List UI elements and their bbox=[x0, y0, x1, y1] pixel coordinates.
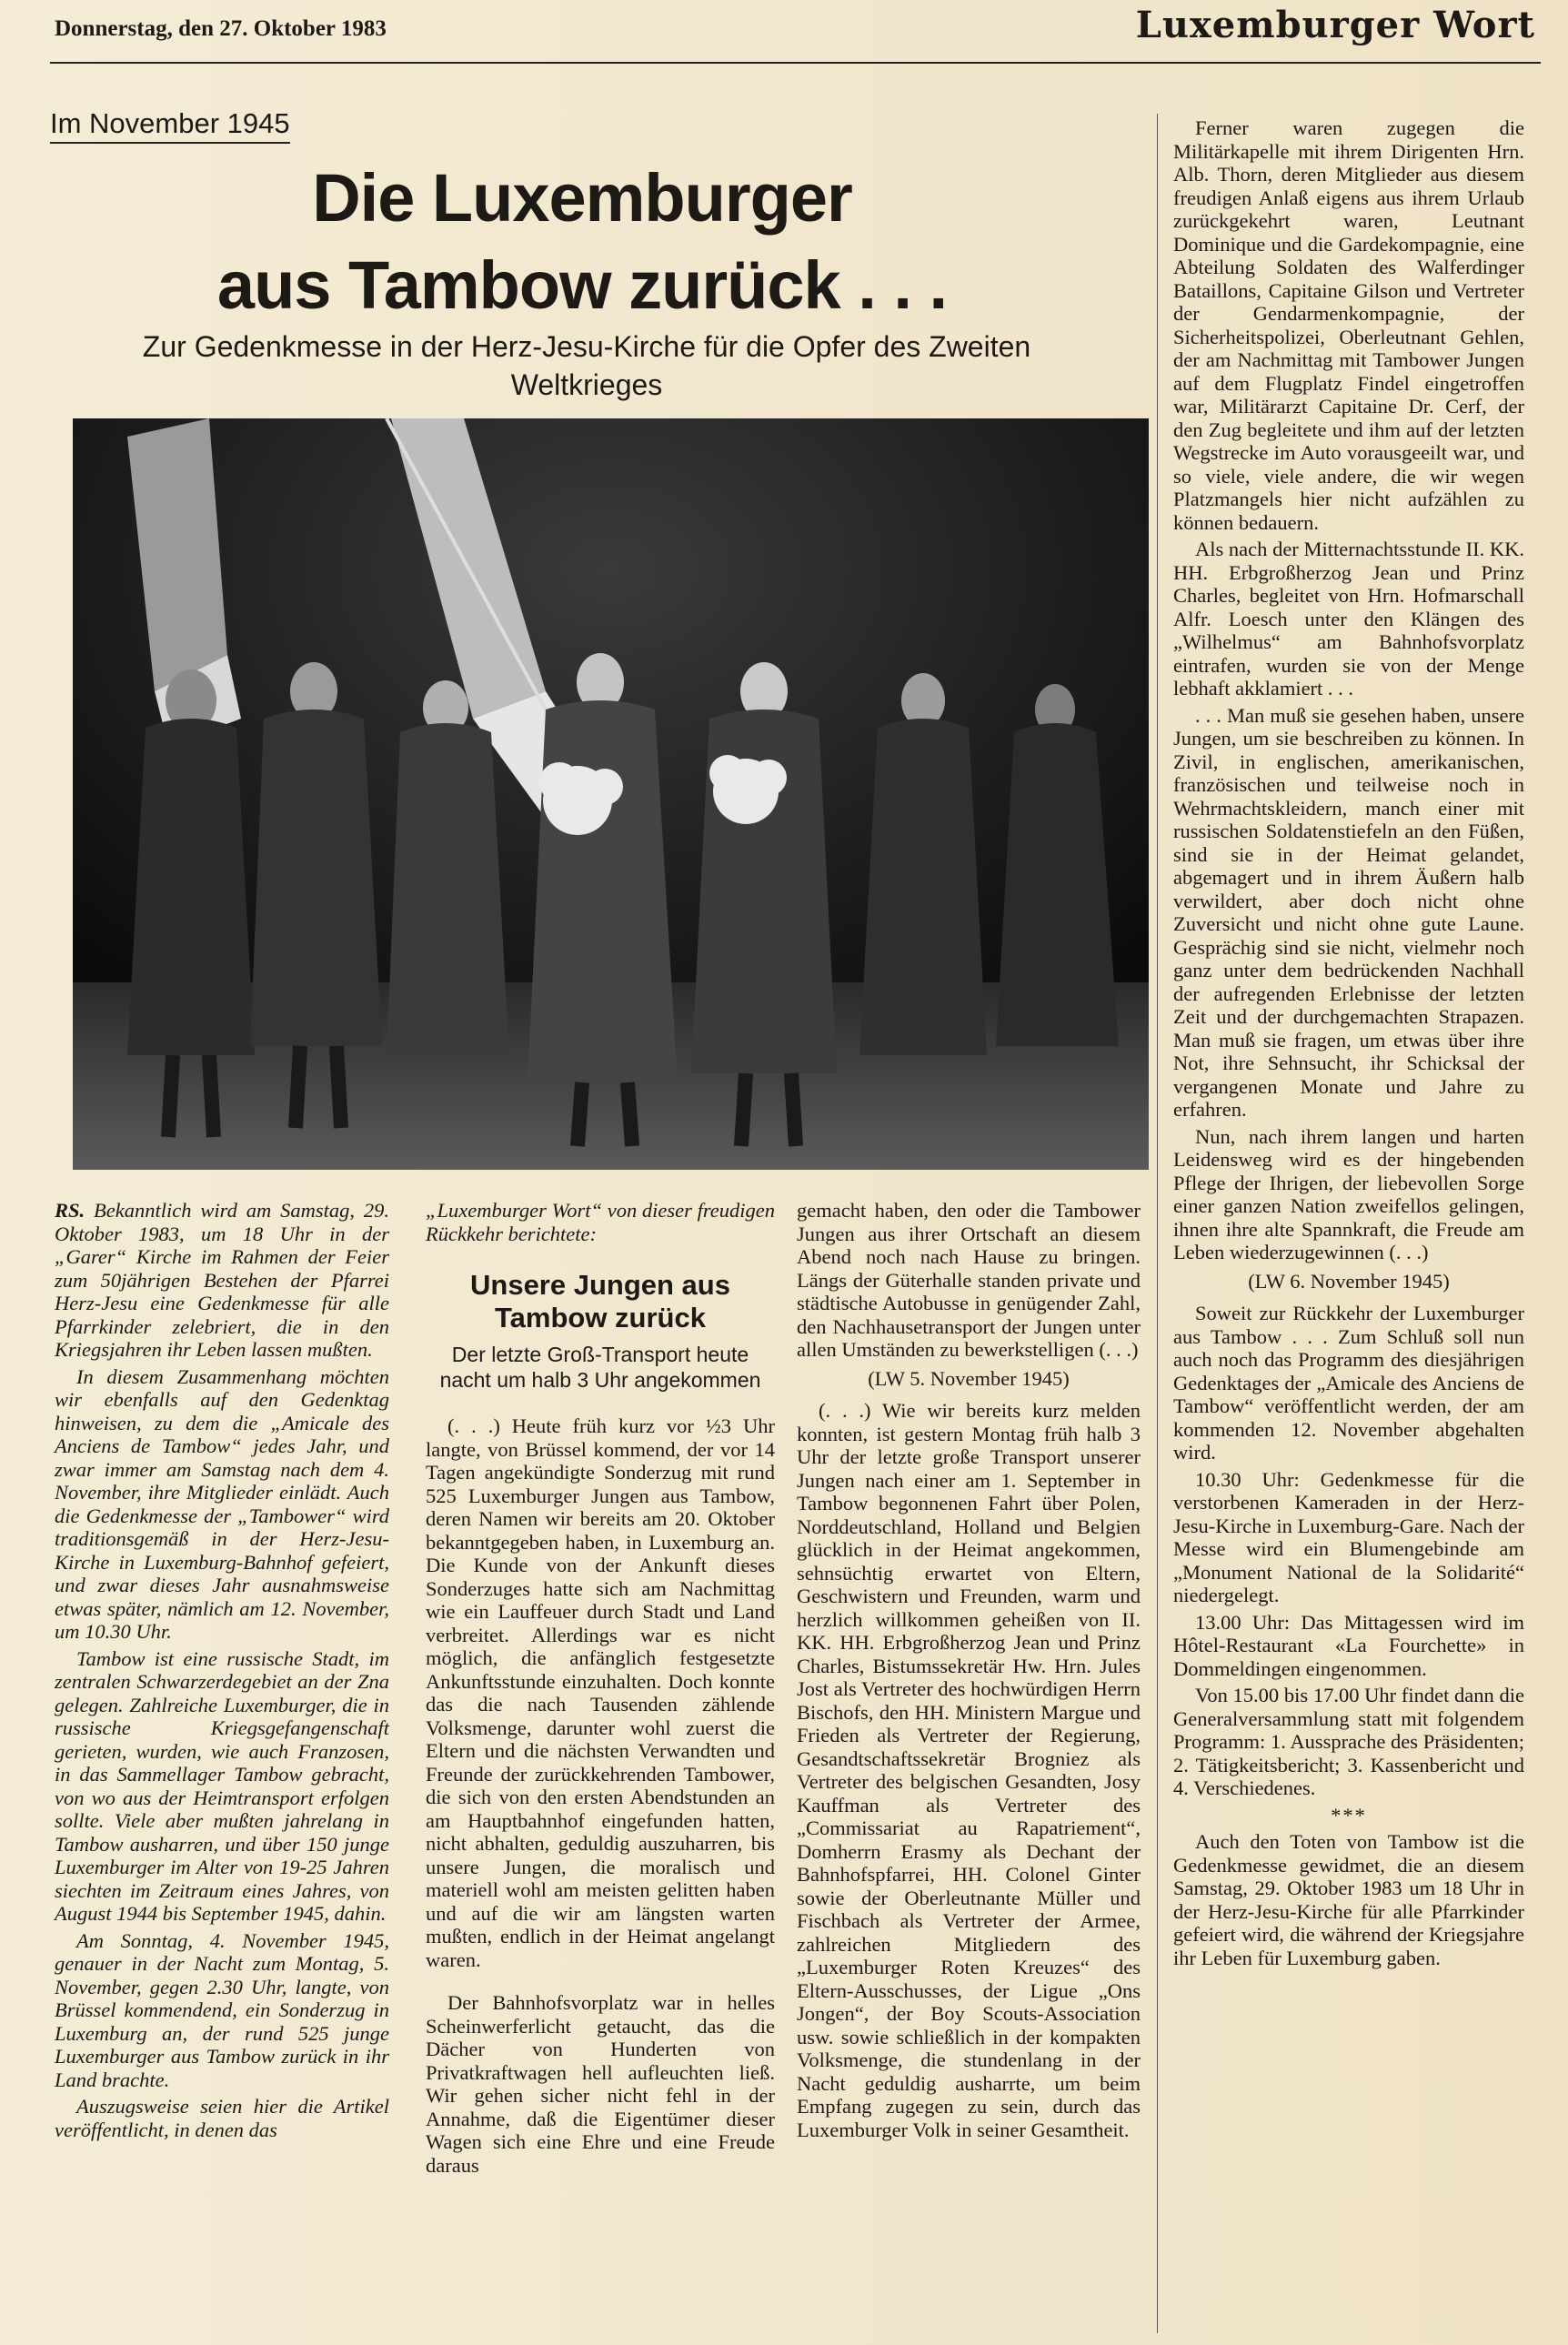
headline-line-1: Die Luxemburger bbox=[312, 160, 852, 236]
article-headline bbox=[64, 155, 1101, 329]
header-rule bbox=[50, 62, 1541, 64]
c1-paragraph-5: Auszugsweise seien hier die Artikel veröffentlicht, in denen das bbox=[55, 2095, 389, 2141]
c4-paragraph-7: 13.00 Uhr: Das Mittagessen wird im Hôtel-Restaurant «La Fourchette» in Dommeldingen eingenommen. bbox=[1173, 1610, 1524, 1680]
c4-paragraph-1: Ferner waren zugegen die Militärkapelle mit ihrem Dirigenten Hrn. Alb. Thorn, deren Mitglieder aus diesem freudigen Anlaß eigens aus ihrem Urlaub zurückgekehrt waren, Leutnant Dominique und die Gardekompagnie, eine Abteilung Soldaten des Walferdinger Bataillons, Capitaine Gilson und Vertreter der Gendarmenkompagnie, der Sicherheitspolizei, Oberleutnant Gehlen, der am Nachmittag mit Tambower Jungen auf dem Flugplatz Findel eingetroffen war, Militärarzt Capitaine Dr. Cerf, der den Zug begleitete und ihm auf der letzten Wegstrecke im Auto vorausgeeilt war, und so viele, viele andere, die wir wegen Platzmangels hier nicht aufzählen zu können bedauern. bbox=[1173, 116, 1524, 534]
headline-line-2: aus Tambow zurück . . . bbox=[216, 247, 948, 323]
author-initials: RS. bbox=[55, 1199, 85, 1222]
c3-paragraph-2: (. . .) Wie wir bereits kurz melden konnten, ist gestern Montag früh halb 3 Uhr der letzte große Transport unserer Jungen nach einer am 1. September in Tambow begonnenen Fahrt über Polen, Norddeutschland, Holland und Belgien glücklich in der Heimat angekommen, sehnsüchtig erwartet von Eltern, Geschwistern und Freunden, warm und herzlich willkommen geheißen von II. KK. HH. Erbgroßherzog Jean und Prinz Charles, Bistumssekretär Hw. Hrn. Jules Jost als Vertreter des hochwürdigen Herrn Bischofs, den HH. Ministern Margue und Frieden als Vertreter der Regierung, Gesandtschaftssekretär Brogniez als Vertreter des belgischen Gesandten, Josy Kauffman als Vertreter des „Commissariat au Rapatriement“, Domherrn Erasmy als Dechant der Bahnhofspfarrei, HH. Colonel Ginter sowie der Oberleutnante Müller und Fischbach als Vertreter der Armee, zahlreichen Mitgliedern des „Luxemburger Roten Kreuzes“ des Eltern-Ausschusses, der Ligue „Ons Jongen“, der Boy Scouts-Association usw. sowie schließlich in der kompakten Volksmenge, die stundenlang in der Nacht geduldig ausharrte, um beim Empfang zugegen zu sein, durch das Luxemburger Volk in seiner Gesamtheit. bbox=[797, 1399, 1141, 2141]
column-divider bbox=[1157, 114, 1158, 2333]
c2-paragraph-1: „Luxemburger Wort“ von dieser freudigen Rückkehr berichtete: bbox=[426, 1199, 775, 1245]
c1-paragraph-2: In diesem Zusammenhang möchten wir ebenfalls auf den Gedenktag hinweisen, zu dem die „Amicale des Anciens de Tambow“ jedes Jahr, und zwar immer am Samstag nach dem 4. November, ihre Mitglieder einlädt. Auch die Gedenkmesse der „Tambower“ wird traditionsgemäß in der Herz-Jesu-Kirche in Luxemburg-Bahnhof gefeiert, und zwar dieses Jahr ausnahmsweise etwas später, nämlich am 12. November, um 10.30 Uhr. bbox=[55, 1364, 389, 1643]
column-4 bbox=[1173, 116, 1524, 1973]
sub-deck: Der letzte Groß-Transport heute nacht um halb 3 Uhr angekommen bbox=[439, 1343, 761, 1392]
column-1 bbox=[55, 1199, 389, 2145]
photo-returning-soldiers bbox=[73, 418, 1149, 1170]
c3-paragraph-1: gemacht haben, den oder die Tambower Jungen aus ihrer Ortschaft an diesem Abend noch nach Hause zu bringen. Längs der Güterhalle standen private und städtische Autobusse in genügender Zahl, den Nachhausetransport der Jungen unter allen Umständen zu bewerkstelligen (. . .) bbox=[797, 1199, 1141, 1361]
sub-headline: Unsere Jungen aus Tambow zurück bbox=[470, 1269, 730, 1334]
c4-paragraph-9: Auch den Toten von Tambow ist die Gedenkmesse gewidmet, die an diesem Samstag, 29. Oktober 1983 um 18 Uhr in der Herz-Jesu-Kirche für alle Pfarrkinder gefeiert wird, die während der Kriegsjahre ihr Leben für Luxemburg gaben. bbox=[1173, 1830, 1524, 1969]
masthead: Luxemburger Wort bbox=[1135, 4, 1535, 46]
article-kicker: Im November 1945 bbox=[50, 107, 290, 144]
c4-paragraph-2: Als nach der Mitternachtsstunde II. KK. HH. Erbgroßherzog Jean und Prinz Charles, begleitet von Hrn. Hofmarschall Alfr. Loesch unter den Klängen des „Wilhelmus“ am Bahnhofsvorplatz eintrafen, wurden sie von der Menge lebhaft akklamiert . . . bbox=[1173, 538, 1524, 699]
source-citation-1: (LW 5. November 1945) bbox=[868, 1366, 1070, 1390]
c1-paragraph-1-text: Bekanntlich wird am Samstag, 29. Oktober 1983, um 18 Uhr in der „Garer“ Kirche im Rahmen der Feier zum 50jährigen Bestehen der Pfarrei Herz-Jesu eine Gedenkmesse für alle Pfarrkinder zelebriert, die in den Kriegsjahren ihr Leben lassen mußten. bbox=[55, 1199, 389, 1361]
column-3 bbox=[797, 1199, 1141, 2145]
c2-paragraph-2: (. . .) Heute früh kurz vor ½3 Uhr langte, von Brüssel kommend, der vor 14 Tagen angekündigte Sonderzug mit rund 525 Luxemburger Jungen aus Tambow, deren Namen wir bereits am 20. Oktober bekanntgegeben haben, in Luxemburg an. Die Kunde von der Ankunft dieses Sonderzuges hatte sich am Nachmittag wie ein Lauffeuer durch Stadt und Land verbreitet. Allerdings war es nicht möglich, die anfänglich festgesetzte Ankunftsstunde einzuhalten. Doch konnte das die nach Tausenden zählende Volksmenge, darunter wohl zuerst die Eltern und die nächsten Verwandten und Freunde der zurückkehrenden Tambower, die sich von den ersten Abendstunden an am Hauptbahnhof eingefunden hatten, nicht abhalten, geduldig auszuharren, bis unsere Jungen, die moralisch und materiell wohl am meisten gelitten haben und auf die wir am längsten warten mußten, endlich in der Heimat angelangt waren. bbox=[426, 1414, 775, 1971]
c4-paragraph-8: Von 15.00 bis 17.00 Uhr findet dann die Generalversammlung statt mit folgendem Programm: 1. Aussprache des Präsidenten; 2. Tätigkeitsbericht; 3. Kassenbericht und 4. Verschiedenes. bbox=[1173, 1684, 1524, 1799]
c1-paragraph-1 bbox=[55, 1199, 389, 1362]
article-subhead: Zur Gedenkmesse in der Herz-Jesu-Kirche für die Opfer des Zweiten Weltkrieges bbox=[142, 330, 1031, 401]
c2-paragraph-3: Der Bahnhofsvorplatz war in helles Scheinwerferlicht getaucht, das die Dächer von Hunderten von Privatkraftwagen hell aufleuchten ließ. Wir gehen sicher nicht fehl in der Annahme, daß die Eigentümer dieser Wagen sich eine Ehre und eine Freude daraus bbox=[426, 1991, 775, 2177]
c4-paragraph-6: 10.30 Uhr: Gedenkmesse für die verstorbenen Kameraden in der Herz-Jesu-Kirche in Luxemburg-Gare. Nach der Messe wird ein Blumengebinde am „Monument National de la Solidarité“ niedergelegt. bbox=[1173, 1467, 1524, 1606]
c4-paragraph-5: Soweit zur Rückkehr der Luxemburger aus Tambow . . . Zum Schluß soll nun auch noch das Programm des diesjährigen Gedenktages der „Amicale des Anciens de Tambow“ veröffentlicht werden, der am kommenden 12. November abgehalten wird. bbox=[1173, 1302, 1524, 1464]
c4-paragraph-3: . . . Man muß sie gesehen haben, unsere Jungen, um sie beschreiben zu können. In Zivil, in englischen, amerikanischen, französischen und teilweise noch in Wehrmachtskleidern, manch einer mit russischen Soldatenstiefeln an den Füßen, sind sie in der Heimat gelandet, abgemagert und in ihrem Äußern halb verwildert, aber doch nicht ohne Zuversicht und nicht ohne gute Laune. Gesprächig sind sie nicht, vielmehr noch ganz unter dem bedrückenden Nachhall der aufregenden Erlebnisse der letzten Zeit und der durchgemachten Strapazen. Man muß sie fragen, um etwas über ihre Not, ihre Sehnsucht, ihr Schicksal der vergangenen Monate und Jahre zu erfahren. bbox=[1173, 703, 1524, 1121]
c1-paragraph-4: Am Sonntag, 4. November 1945, genauer in der Nacht zum Montag, 5. November, gegen 2.30 Uhr, langte, von Brüssel kommendend, ein Sonderzug in Luxemburg an, der rund 525 junge Luxemburger aus Tambow zurück in ihr Land brachte. bbox=[55, 1928, 389, 2091]
section-separator: *** bbox=[1331, 1803, 1367, 1827]
issue-date: Donnerstag, den 27. Oktober 1983 bbox=[55, 16, 387, 41]
c4-paragraph-4: Nun, nach ihrem langen und harten Leidensweg wird es der hingebenden Pflege der Ihrigen, der liebevollen Sorge einer ganzen Nation zweifellos gelingen, ihnen ihre alte Spannkraft, die Freude am Leben wiederzugewinnen (. . .) bbox=[1173, 1124, 1524, 1263]
column-2 bbox=[426, 1199, 775, 2180]
source-citation-2: (LW 6. November 1945) bbox=[1248, 1269, 1450, 1293]
c1-paragraph-3: Tambow ist eine russische Stadt, im zentralen Schwarzerdegebiet an der Zna gelegen. Zahlreiche Luxemburger, die in russische Kriegsgefangenschaft gerieten, wurden, wie auch Franzosen, in das Sammellager Tambow gebracht, von wo aus der Heimtransport erfolgen sollte. Viele aber mußten jahrelang in Tambow ausharren, und über 150 junge Luxemburger im Alter von 19-25 Jahren siechten im Zeitraum eines Jahres, von August 1944 bis September 1945, dahin. bbox=[55, 1646, 389, 1925]
article-photo bbox=[73, 418, 1149, 1170]
